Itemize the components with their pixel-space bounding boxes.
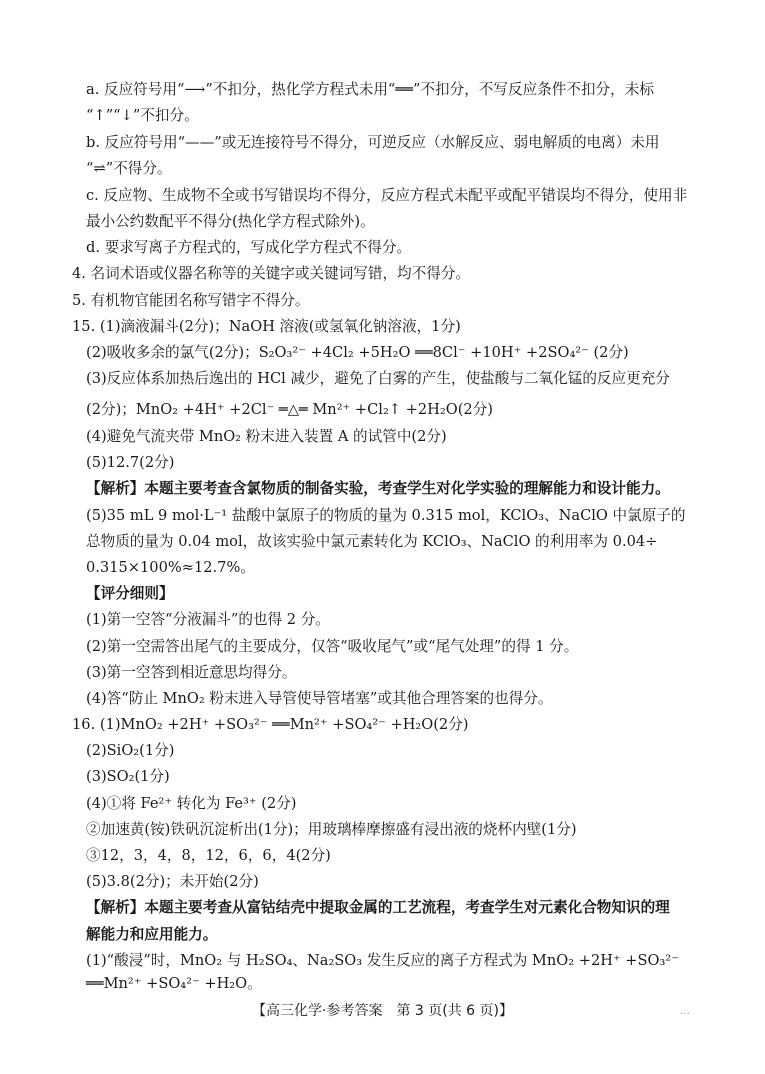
text-line: (2)SiO₂(1分) — [86, 742, 175, 759]
text-line: (3)反应体系加热后逸出的 HCl 减少，避免了白雾的产生，使盐酸与二氧化锰的反应更充分 — [86, 370, 670, 387]
text-line: (3)第一空答到相近意思均得分。 — [86, 664, 297, 681]
scoring-rules-heading: 【评分细则】 — [86, 585, 174, 602]
question-15-heading: 15. (1)滴液漏斗(2分)；NaOH 溶液(或氢氧化钠溶液，1分) — [72, 318, 461, 335]
analysis-heading-cont: 解能力和应用能力。 — [86, 926, 218, 943]
analysis-heading: 【解析】本题主要考查从富钴结壳中提取金属的工艺流程，考查学生对元素化合物知识的理 — [86, 899, 670, 916]
corner-mark: … — [680, 1006, 690, 1017]
text-line: 最小公约数配平不得分(热化学方程式除外)。 — [86, 213, 375, 230]
text-line: d. 要求写离子方程式的，写成化学方程式不得分。 — [86, 239, 412, 256]
text-line: (4)避免气流夹带 MnO₂ 粉末进入装置 A 的试管中(2分) — [86, 428, 447, 445]
page-footer: 【高三化学·参考答案 第 3 页(共 6 页)】 — [252, 1003, 513, 1019]
analysis-heading: 【解析】本题主要考查含氯物质的制备实验，考查学生对化学实验的理解能力和设计能力。 — [86, 480, 670, 497]
text-line: (4)①将 Fe²⁺ 转化为 Fe³⁺ (2分) — [86, 795, 297, 812]
text-line: a. 反应符号用“⟶”不扣分，热化学方程式未用“══”不扣分，不写反应条件不扣分，未标 — [86, 81, 654, 98]
text-line: (2)第一空需答出尾气的主要成分，仅答“吸收尾气”或“尾气处理”的得 1 分。 — [86, 638, 579, 655]
text-line: 4. 名词术语或仪器名称等的关键字或关键词写错，均不得分。 — [72, 265, 471, 282]
text-line: 5. 有机物官能团名称写错字不得分。 — [72, 292, 310, 309]
text-line: (3)SO₂(1分) — [86, 768, 170, 785]
text-line: 0.315×100%≈12.7%。 — [86, 559, 255, 576]
text-line: ══Mn²⁺ +SO₄²⁻ +H₂O。 — [86, 975, 262, 992]
text-line: b. 反应符号用“——”或无连接符号不得分，可逆反应（水解反应、弱电解质的电离）未用 — [86, 134, 660, 151]
text-line: (2分)；MnO₂ +4H⁺ +2Cl⁻ ═△═ Mn²⁺ +Cl₂↑ +2H₂O(2分) — [86, 401, 493, 418]
text-line: “↑”“↓”不扣分。 — [86, 107, 199, 124]
text-line: ③12，3，4，8，12，6，6，4(2分) — [86, 847, 331, 864]
text-line: “⇌”不得分。 — [86, 160, 172, 177]
text-line: (5)3.8(2分)；未开始(2分) — [86, 873, 259, 890]
text-line: c. 反应物、生成物不全或书写错误均不得分，反应方程式未配平或配平错误均不得分，使用非 — [86, 187, 688, 204]
text-line: (2)吸收多余的氯气(2分)；S₂O₃²⁻ +4Cl₂ +5H₂O ══8Cl⁻ +10H⁺ +2SO₄²⁻ (2分) — [86, 344, 629, 361]
text-line: 总物质的量为 0.04 mol，故该实验中氯元素转化为 KClO₃、NaClO 的利用率为 0.04÷ — [86, 533, 658, 550]
question-16-heading: 16. (1)MnO₂ +2H⁺ +SO₃²⁻ ══Mn²⁺ +SO₄²⁻ +H₂O(2分) — [72, 716, 469, 733]
text-line: (5)35 mL 9 mol·L⁻¹ 盐酸中氯原子的物质的量为 0.315 mol，KClO₃、NaClO 中氯原子的 — [86, 507, 686, 524]
text-line: (1)“酸浸”时，MnO₂ 与 H₂SO₄、Na₂SO₃ 发生反应的离子方程式为 MnO₂ +2H⁺ +SO₃²⁻ — [86, 952, 679, 969]
text-line: (4)答“防止 MnO₂ 粉末进入导管使导管堵塞”或其他合理答案的也得分。 — [86, 690, 553, 707]
text-line: (5)12.7(2分) — [86, 454, 175, 471]
text-line: (1)第一空答“分液漏斗”的也得 2 分。 — [86, 611, 330, 628]
text-line: ②加速黄(铵)铁矾沉淀析出(1分)；用玻璃棒摩擦盛有浸出液的烧杯内壁(1分) — [86, 821, 577, 838]
